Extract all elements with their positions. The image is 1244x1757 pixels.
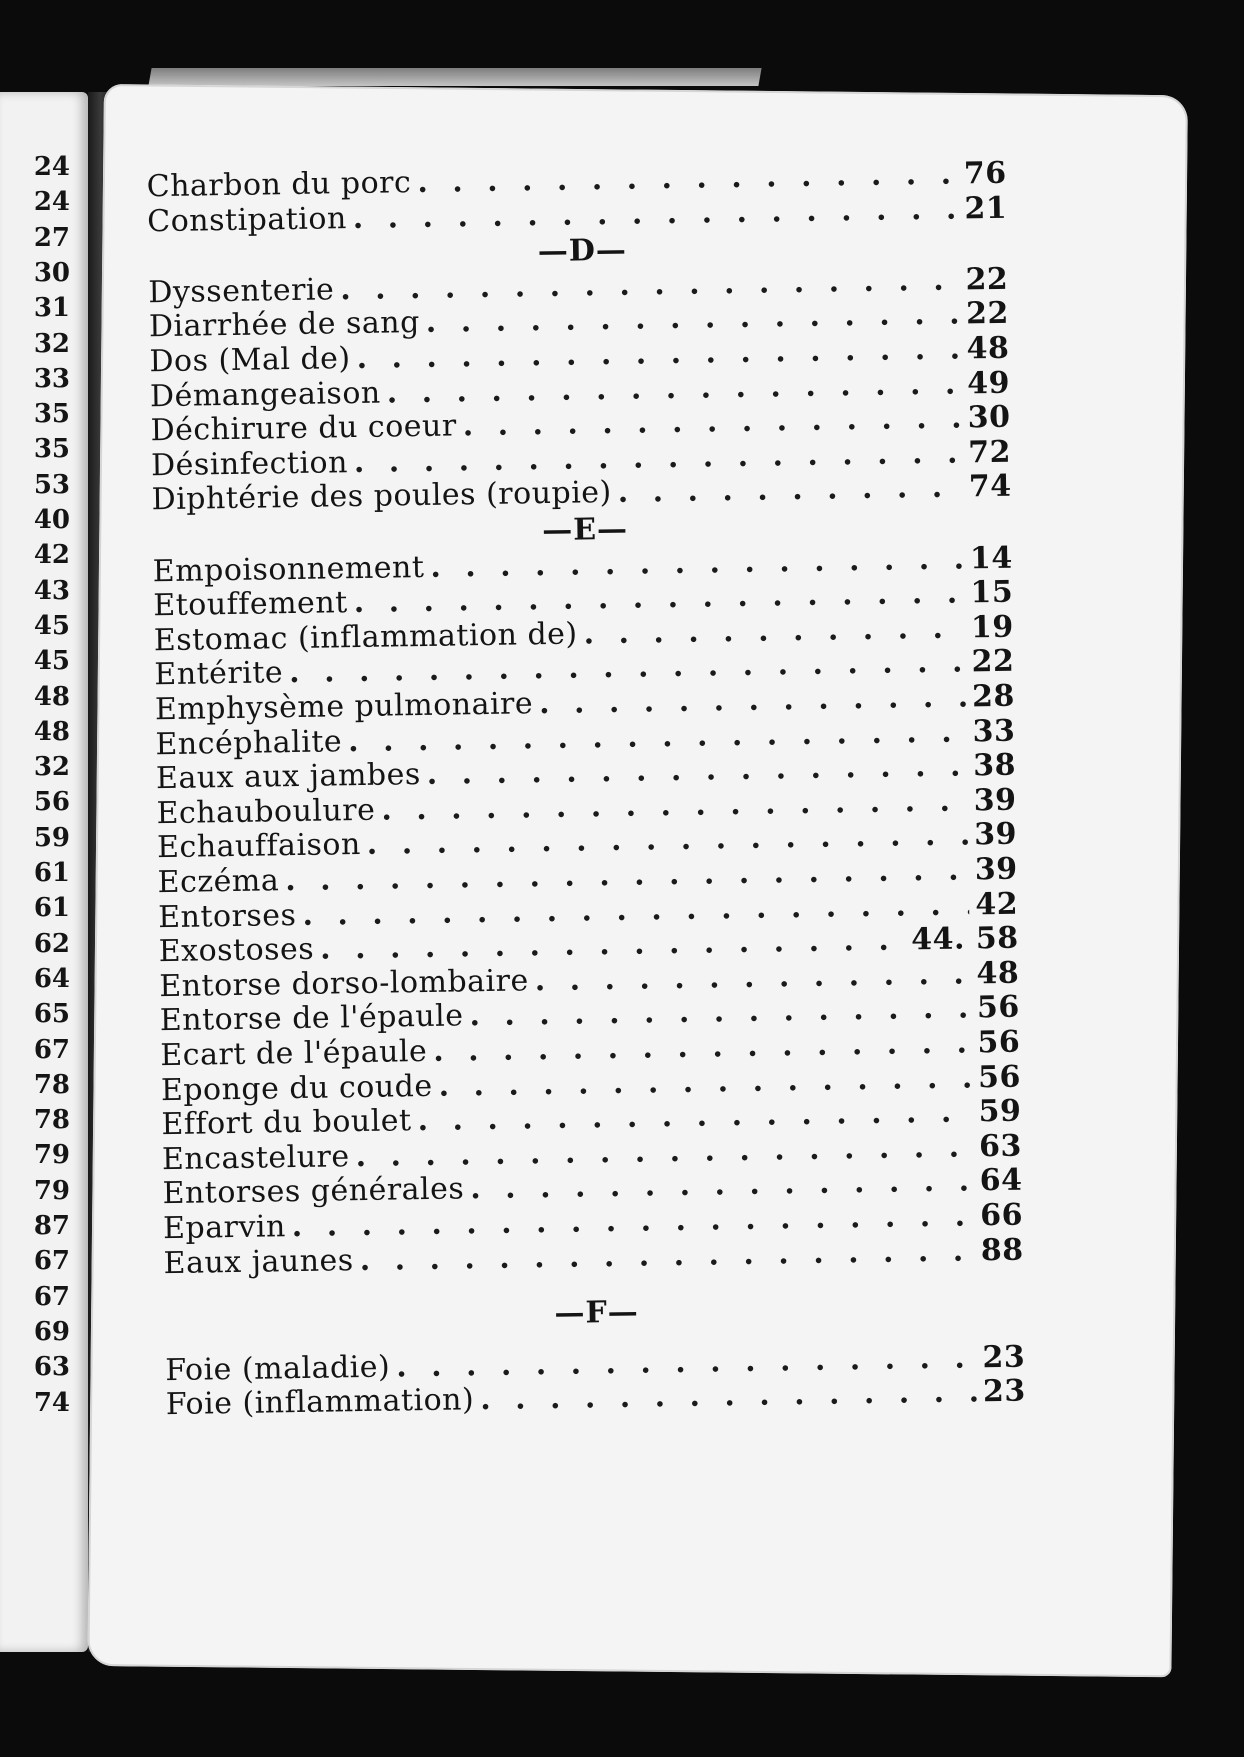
index-entry-page-number: 49 — [966, 365, 1011, 401]
index-entry-page-number: 22 — [965, 296, 1010, 332]
dot-leader — [480, 1375, 977, 1418]
index-entry-label: Foie (maladie) — [165, 1349, 391, 1388]
index-entry-page-number: 56 — [977, 1059, 1022, 1095]
left-page-number: 78 — [33, 1105, 70, 1136]
left-page-number: 33 — [33, 363, 70, 394]
index-entry-page-number: 48 — [976, 955, 1020, 992]
left-page-number: 42 — [33, 540, 70, 571]
index-entry-label: Démangeaison — [149, 375, 381, 414]
index-entry-page-number: 56 — [976, 990, 1021, 1026]
index-entry-page-number: 19 — [970, 609, 1015, 646]
left-page-number: 87 — [33, 1211, 70, 1241]
index-entry-label: Diarrhée de sang — [148, 305, 421, 345]
left-page-number: 78 — [33, 1069, 70, 1100]
index-entry-page-number: 22 — [971, 644, 1015, 680]
left-page-number: 79 — [33, 1175, 70, 1206]
index-entry-label: Eparvin — [162, 1209, 287, 1247]
index-entry-label: Entorse de l'épaule — [159, 998, 464, 1039]
index-entry-page-number: 63 — [978, 1128, 1023, 1165]
left-page-number: 35 — [33, 434, 70, 465]
left-page-number: 32 — [33, 752, 70, 783]
index-entry-label: Etouffement — [153, 585, 348, 624]
left-page-number: 67 — [33, 1281, 70, 1312]
left-page-number: 31 — [33, 293, 70, 324]
index-entry-label: Encéphalite — [155, 723, 343, 762]
left-page-number: 32 — [33, 328, 70, 359]
index-entry-page-number: 64 — [979, 1163, 1023, 1199]
index-entry-page-number: 48 — [966, 330, 1010, 367]
index-entry-label: Entorses — [157, 897, 297, 935]
left-page-number: 48 — [33, 681, 70, 712]
index-entry-label: Ecart de l'épaule — [160, 1033, 428, 1074]
left-page-number: 43 — [33, 575, 70, 606]
left-page-number: 45 — [33, 610, 70, 641]
index-entry-label: Estomac (inflammation de) — [153, 616, 578, 658]
torn-paper-strip — [148, 68, 761, 86]
index-entry-page-number: 33 — [972, 713, 1016, 749]
index-entry-label: Eponge du coude — [160, 1068, 433, 1108]
index-entry-label: Encastelure — [161, 1138, 350, 1177]
index-page — [87, 84, 1188, 1677]
index-entry-page-number: 21 — [964, 190, 1008, 227]
index-entry-page-number: 14 — [969, 540, 1013, 576]
index-entry-label: Echauffaison — [156, 827, 362, 866]
left-page-number: 69 — [33, 1316, 70, 1347]
index-entry-page-number: 15 — [970, 574, 1014, 611]
index-page-content — [83, 81, 1192, 1680]
left-page-number: 65 — [33, 999, 70, 1030]
index-entry-page-number: 66 — [979, 1197, 1024, 1234]
index-entry-page-number: 56 — [977, 1024, 1021, 1061]
index-entry-label: Eaux aux jambes — [155, 757, 421, 797]
index-entry-label: Emphysème pulmonaire — [154, 686, 534, 728]
index-entry-label: Echauboulure — [156, 792, 376, 831]
index-entry-label: Constipation — [146, 200, 348, 239]
index-entry-label: Eaux jaunes — [163, 1242, 354, 1281]
left-page-number: 67 — [33, 1246, 70, 1277]
index-entry-label: Désinfection — [150, 444, 349, 484]
left-page-number: 24 — [33, 187, 70, 218]
section-letter-heading: —F— — [554, 1294, 640, 1332]
index-entry-page-number: 22 — [965, 261, 1009, 298]
index-entry-page-number: 39 — [974, 851, 1018, 888]
left-page-number: 40 — [33, 505, 70, 535]
left-page-number: 61 — [33, 893, 70, 924]
section-letter-heading: —D— — [537, 232, 628, 270]
index-entry-label: Exostoses — [158, 931, 315, 970]
left-page-number: 79 — [33, 1140, 70, 1171]
dot-leader — [617, 470, 963, 510]
index-entry-page-number: 30 — [967, 399, 1011, 436]
left-page-number: 24 — [33, 152, 70, 182]
left-page-number: 35 — [33, 399, 70, 430]
index-entry-page-number: 39 — [973, 817, 1018, 853]
index-entry-label: Dyssenterie — [148, 272, 335, 311]
index-entry-page-number: 74 — [968, 469, 1012, 505]
index-entry-page-number: 59 — [978, 1093, 1022, 1130]
index-entry-label: Charbon du porc — [146, 165, 412, 205]
index-entry-label: Entorses générales — [162, 1171, 465, 1212]
index-entry-page-number: 72 — [967, 434, 1012, 471]
left-page-number: 27 — [33, 222, 70, 253]
index-entry-label: Dos (Mal de) — [149, 341, 351, 380]
index-entry-label: Effort du boulet — [161, 1103, 412, 1143]
previous-page-strip — [0, 92, 88, 1652]
index-entry-label: Déchirure du coeur — [150, 408, 457, 449]
left-page-number: 56 — [33, 787, 70, 818]
index-entry-page-number: 28 — [971, 678, 1016, 715]
left-page-number: 59 — [33, 822, 70, 853]
left-page-number: 30 — [33, 257, 70, 288]
index-entry-label: Diphtérie des poules (roupie) — [151, 475, 613, 518]
left-page-number: 48 — [33, 716, 70, 747]
index-entry-page-number: 38 — [972, 747, 1017, 784]
left-page-number: 63 — [33, 1352, 70, 1383]
left-page-number: 67 — [33, 1034, 70, 1065]
index-entry-label: Entérite — [154, 655, 284, 693]
index-entry-page-number: 23 — [982, 1373, 1027, 1410]
left-page-number: 62 — [33, 928, 70, 959]
index-entry-label: Foie (inflammation) — [165, 1382, 475, 1423]
index-entry-page-number: 23 — [982, 1339, 1026, 1376]
index-entry-page-number: 39 — [973, 782, 1017, 819]
index-entry-page-number: 88 — [980, 1232, 1024, 1268]
index-entry-page-number: 76 — [963, 155, 1007, 192]
left-page-number: 74 — [33, 1387, 70, 1418]
index-entry-label: Entorse dorso-lombaire — [159, 963, 529, 1004]
left-page-number: 64 — [33, 963, 70, 994]
left-page-number: 53 — [33, 469, 70, 500]
index-entry-page-number: 42 — [975, 886, 1019, 922]
left-page-number: 61 — [33, 858, 70, 888]
index-entry-label: Eczéma — [157, 863, 280, 901]
left-page-number: 45 — [33, 646, 70, 677]
index-entry-page-number: 44. 58 — [910, 920, 1019, 958]
index-entry-label: Empoisonnement — [152, 549, 425, 589]
section-letter-heading: —E— — [541, 511, 629, 549]
